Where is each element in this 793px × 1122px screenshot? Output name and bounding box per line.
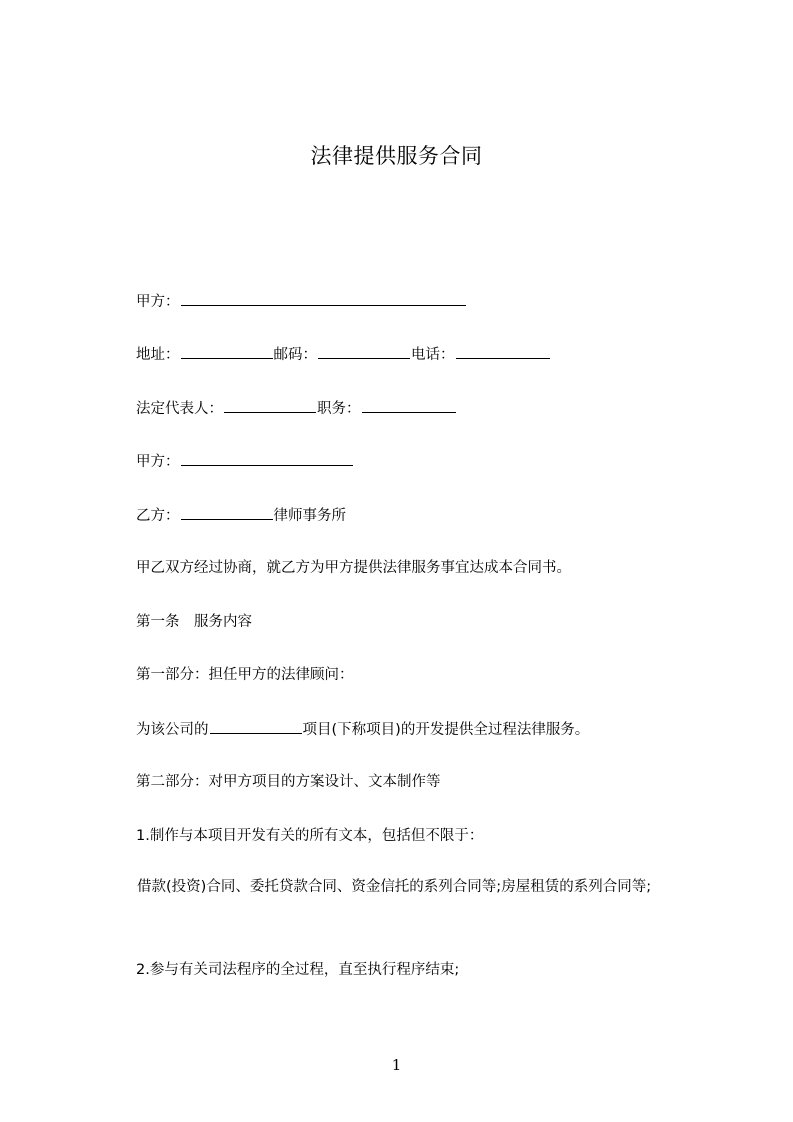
party-a-blank-2 [181, 451, 353, 466]
article-1-heading: 第一条 服务内容 [136, 614, 252, 630]
item-1: 1.制作与本项目开发有关的所有文本，包括但不限于： [136, 828, 484, 844]
position-label: 职务： [317, 401, 361, 417]
party-a-line-2 [136, 451, 354, 472]
legal-rep-label: 法定代表人： [136, 401, 223, 417]
party-b-label: 乙方： [136, 508, 180, 524]
party-a-blank [181, 291, 466, 306]
party-a-line [136, 291, 467, 312]
company-prefix: 为该公司的 [136, 722, 209, 738]
agreement-intro: 甲乙双方经过协商，就乙方为甲方提供法律服务事宜达成本合同书。 [136, 560, 571, 576]
project-blank [210, 719, 302, 734]
part-2-heading: 第二部分：对甲方项目的方案设计、文本制作等 [136, 774, 441, 790]
party-a-label-2: 甲方： [136, 454, 180, 470]
party-b-line [136, 505, 346, 526]
address-label: 地址： [136, 347, 180, 363]
contact-line [136, 344, 551, 365]
position-blank [362, 398, 456, 413]
item-1-detail: 借款(投资)合同、委托贷款合同、资金信托的系列合同等;房屋租赁的系列合同等; [137, 879, 652, 895]
party-a-label: 甲方： [136, 294, 180, 310]
postcode-label: 邮码： [273, 347, 317, 363]
document-title: 法律提供服务合同 [310, 144, 483, 168]
item-2: 2.参与有关司法程序的全过程，直至执行程序结束; [136, 962, 460, 978]
phone-blank [456, 344, 550, 359]
law-firm-suffix: 律师事务所 [273, 508, 346, 524]
address-blank [181, 344, 273, 359]
company-suffix: 项目(下称项目)的开发提供全过程法律服务。 [302, 722, 590, 738]
postcode-blank [318, 344, 410, 359]
phone-label: 电话： [411, 347, 455, 363]
legal-rep-blank [224, 398, 316, 413]
company-line [136, 719, 589, 740]
page-number: 1 [391, 1056, 402, 1074]
legal-rep-line [136, 398, 457, 419]
part-1-heading: 第一部分：担任甲方的法律顾问： [136, 667, 354, 683]
law-firm-blank [181, 505, 273, 520]
